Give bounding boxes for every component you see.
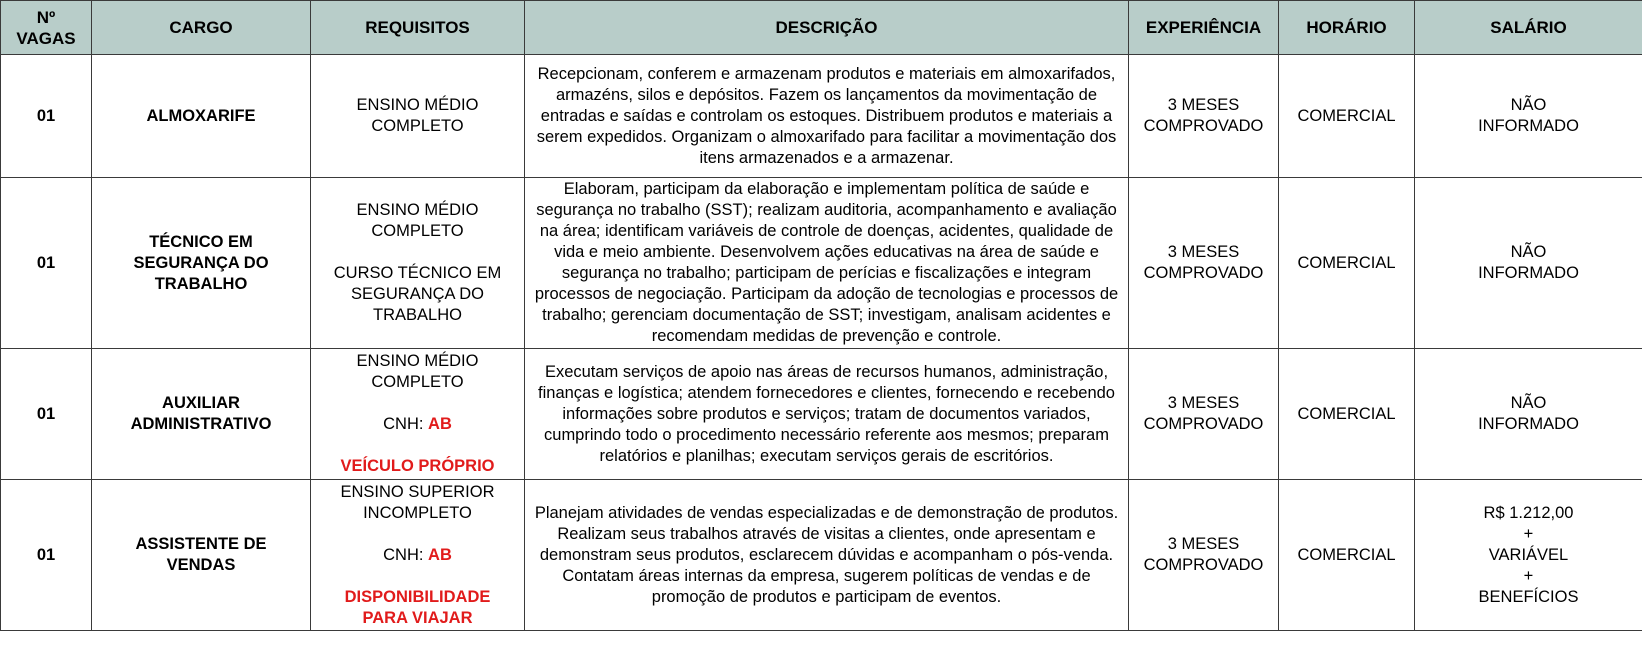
header-cargo: CARGO	[92, 1, 311, 55]
salario-plus: +	[1523, 524, 1534, 543]
requisitos-cell	[311, 349, 525, 480]
horario-cell: COMERCIAL	[1279, 178, 1415, 349]
salario-beneficios: BENEFÍCIOS	[1478, 587, 1579, 606]
table-row	[1, 178, 1642, 349]
header-descricao: DESCRIÇÃO	[525, 1, 1129, 55]
requisitos-cell	[311, 55, 525, 178]
cargo-cell: AUXILIAR ADMINISTRATIVO	[92, 349, 311, 480]
vagas-cell: 01	[1, 480, 92, 631]
requisitos-cell	[311, 178, 525, 349]
vagas-cell: 01	[1, 55, 92, 178]
descricao-cell: Executam serviços de apoio nas áreas de recursos humanos, administração, finanças e logística; atendem fornecedores e clientes, fornecendo e recebendo informações sobre produtos e serviços; tratam de documentos variados, cumprindo todo o procedimento necessário referente aos mesmos; preparam relatórios e planilhas; executam serviços gerais de escritórios.	[525, 349, 1129, 480]
salario-plus: +	[1523, 566, 1534, 585]
cargo-cell: ASSISTENTE DE VENDAS	[92, 480, 311, 631]
requisitos-cell	[311, 480, 525, 631]
table-row	[1, 480, 1642, 631]
requisito-text: ENSINO MÉDIO COMPLETO	[356, 352, 479, 391]
cnh-label: CNH:	[383, 415, 424, 433]
descricao-cell: Planejam atividades de vendas especializadas e de demonstração de produtos. Realizam seus trabalhos através de visitas a clientes, onde apresentam e demonstram seus produtos, esclarecem dúvidas e acompanham o pós-venda. Contatam áreas internas da empresa, sugerem políticas de vendas e de promoção de produtos e participam de eventos.	[525, 480, 1129, 631]
requisito-extra: DISPONIBILIDADE PARA VIAJAR	[344, 587, 491, 627]
header-salario: SALÁRIO	[1415, 1, 1642, 55]
experiencia-cell: 3 MESES COMPROVADO	[1129, 349, 1279, 480]
salario-cell: NÃO INFORMADO	[1415, 349, 1642, 480]
table-header-row	[1, 1, 1642, 55]
table-row	[1, 349, 1642, 480]
requisito-text: ENSINO SUPERIOR INCOMPLETO	[340, 482, 495, 522]
requisito-text: ENSINO MÉDIO COMPLETO	[356, 96, 479, 135]
cargo-cell: ALMOXARIFE	[92, 55, 311, 178]
cnh-label: CNH:	[383, 545, 424, 564]
salario-variavel: VARIÁVEL	[1488, 545, 1569, 564]
requisito-text: ENSINO MÉDIO COMPLETO	[356, 201, 479, 240]
spacer	[317, 435, 518, 456]
salario-cell	[1415, 480, 1642, 631]
cargo-cell: TÉCNICO EM SEGURANÇA DO TRABALHO	[92, 178, 311, 349]
horario-cell: COMERCIAL	[1279, 349, 1415, 480]
salario-value: R$ 1.212,00	[1483, 503, 1574, 522]
horario-cell: COMERCIAL	[1279, 55, 1415, 178]
spacer	[317, 393, 518, 414]
requisito-text: CURSO TÉCNICO EM SEGURANÇA DO TRABALHO	[333, 264, 502, 324]
cnh-line	[317, 545, 518, 566]
spacer	[317, 524, 518, 545]
header-requisitos: REQUISITOS	[311, 1, 525, 55]
horario-cell: COMERCIAL	[1279, 480, 1415, 631]
cnh-value: AB	[428, 545, 452, 564]
descricao-cell: Elaboram, participam da elaboração e implementam política de saúde e segurança no trabalho (SST); realizam auditoria, acompanhamento e avaliação na área; identificam variáveis de controle de doenças, acidentes, qualidade de vida e meio ambiente. Desenvolvem ações educativas na área de saúde e segurança no trabalho; participam de perícias e fiscalizações e integram processos de negociação. Participam da adoção de tecnologias e processos de trabalho; gerenciam documentação de SST; investigam, analisam acidentes e recomendam medidas de prevenção e controle.	[525, 178, 1129, 349]
requisito-extra: VEÍCULO PRÓPRIO	[340, 457, 495, 475]
vagas-cell: 01	[1, 178, 92, 349]
spacer	[317, 242, 518, 263]
header-horario: HORÁRIO	[1279, 1, 1415, 55]
salario-cell: NÃO INFORMADO	[1415, 178, 1642, 349]
vagas-cell: 01	[1, 349, 92, 480]
cnh-value: AB	[428, 415, 452, 433]
descricao-cell: Recepcionam, conferem e armazenam produtos e materiais em almoxarifados, armazéns, silos e depósitos. Fazem os lançamentos da movimentação de entradas e saídas e controlam os estoques. Distribuem produtos e materiais a serem expedidos. Organizam o almoxarifado para facilitar a movimentação dos itens armazenados e a armazenar.	[525, 55, 1129, 178]
table-row	[1, 55, 1642, 178]
header-vagas: Nº VAGAS	[1, 1, 92, 55]
cnh-line	[317, 414, 518, 435]
header-experiencia: EXPERIÊNCIA	[1129, 1, 1279, 55]
experiencia-cell: 3 MESES COMPROVADO	[1129, 480, 1279, 631]
experiencia-cell: 3 MESES COMPROVADO	[1129, 55, 1279, 178]
experiencia-cell: 3 MESES COMPROVADO	[1129, 178, 1279, 349]
spacer	[317, 566, 518, 587]
salario-cell: NÃO INFORMADO	[1415, 55, 1642, 178]
